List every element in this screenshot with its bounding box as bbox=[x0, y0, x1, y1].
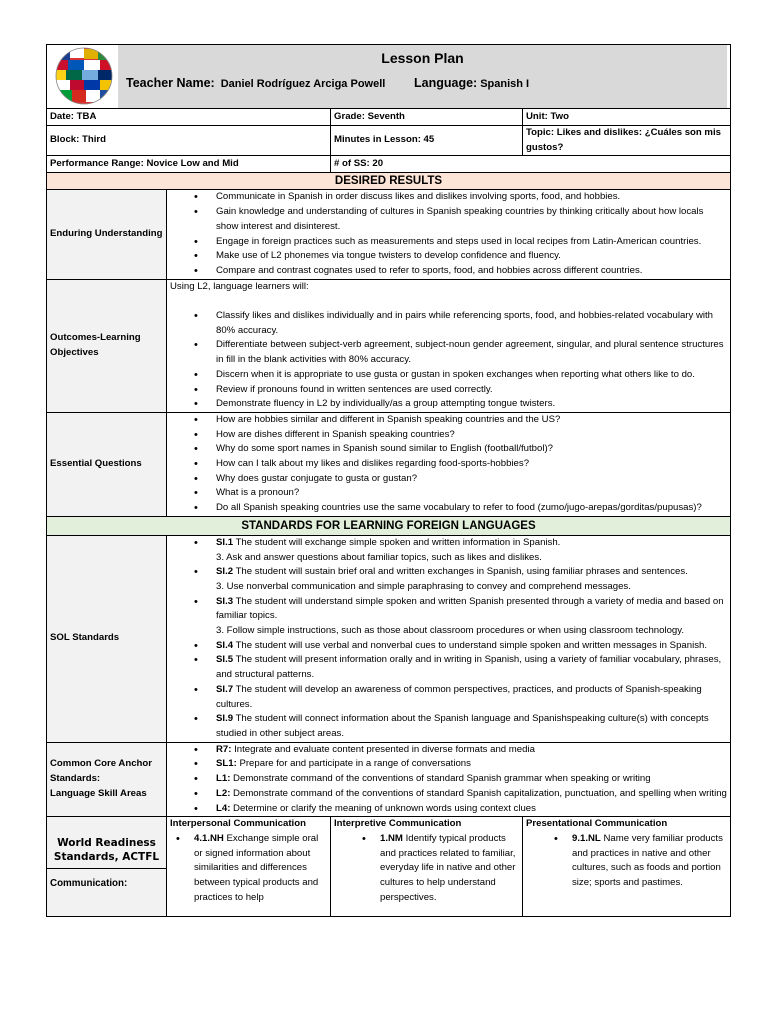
essential-question-item: • Why do some sport names in Spanish sound similar to English (football/futbol)? bbox=[216, 442, 727, 457]
outcomes-intro: Using L2, language learners will: bbox=[170, 280, 309, 292]
common-core-item: • L4: Determine or clarify the meaning of unknown words using context clues bbox=[216, 802, 727, 817]
info-row-2 bbox=[47, 126, 731, 156]
outcome-item: • Discern when it is appropriate to use gusta or gustan in spoken exchanges when reporting what others like to do. bbox=[216, 368, 727, 383]
sol-standard-item: • SI.3 The student will understand simple spoken and written Spanish presented through a variety of media and based on familiar topics. 3. Follow simple instructions, such as those about classroom procedures or when using classroom technology. bbox=[216, 595, 727, 639]
essential-questions-list bbox=[170, 413, 727, 516]
sol-standard-item-sub: 3. Use nonverbal communication and simple paraphrasing to convey and comprehend messages. bbox=[216, 580, 631, 592]
header-row bbox=[47, 45, 731, 109]
outcomes-list bbox=[170, 309, 727, 412]
ss-count-cell: # of SS: 20 bbox=[331, 156, 731, 173]
outcome-item: • Demonstrate fluency in L2 by individually/as a group attempting tongue twisters. bbox=[216, 397, 727, 412]
essential-row bbox=[47, 412, 731, 516]
essential-question-item: • Why does gustar conjugate to gusta or gustan? bbox=[216, 472, 727, 487]
sol-standard-item-sub: 3. Ask and answer questions about familiar topics, such as likes and dislikes. bbox=[216, 551, 542, 563]
date-cell: Date: TBA bbox=[47, 109, 331, 126]
outcome-item: • Review if pronouns found in written sentences are used correctly. bbox=[216, 383, 727, 398]
essential-question-item: • How can I talk about my likes and dislikes regarding food-sports-hobbies? bbox=[216, 457, 727, 472]
world-readiness-title: World Readiness Standards, ACTFL bbox=[47, 832, 166, 869]
language: Language: Spanish I bbox=[414, 76, 530, 90]
common-core-item: • L1: Demonstrate command of the conventions of standard Spanish grammar when speaking or writing bbox=[216, 772, 727, 787]
world-readiness-label bbox=[47, 817, 167, 916]
essential-question-item: • What is a pronoun? bbox=[216, 486, 727, 501]
performance-cell: Performance Range: Novice Low and Mid bbox=[47, 156, 331, 173]
sol-label: SOL Standards bbox=[47, 535, 167, 742]
unit-cell: Unit: Two bbox=[523, 109, 731, 126]
sol-standard-item: • SI.4 The student will use verbal and nonverbal cues to understand simple spoken and written messages in Spanish. bbox=[216, 639, 727, 654]
common-core-item: • SL1: Prepare for and participate in a range of conversations bbox=[216, 757, 727, 772]
common-core-row bbox=[47, 742, 731, 817]
interpersonal-cell: Interpersonal Communication • 4.1.NH Exchange simple oral or signed information about similarities and differences between typical products and practices to help bbox=[167, 817, 331, 916]
enduring-list bbox=[170, 190, 727, 278]
section-standards bbox=[47, 516, 731, 535]
interpersonal-item: • 4.1.NH Exchange simple oral or signed information about similarities and differences between typical products and practices to help bbox=[194, 832, 327, 906]
presentational-item: • 9.1.NL Name very familiar products and practices in native and other cultures, such as foods and portion size; sports and pastimes. bbox=[572, 832, 727, 891]
common-core-list bbox=[170, 743, 727, 817]
world-readiness-row bbox=[47, 817, 731, 916]
enduring-label: Enduring Understanding bbox=[47, 190, 167, 279]
topic-cell: Topic: Likes and dislikes: ¿Cuáles son mis gustos? bbox=[523, 126, 731, 156]
enduring-item: • Compare and contrast cognates used to refer to sports, food, and hobbies across different countries. bbox=[216, 264, 727, 279]
teacher-name: Teacher Name: Daniel Rodríguez Arciga Powell bbox=[126, 76, 386, 90]
header-band bbox=[118, 45, 727, 108]
sol-standard-item: • SI.5 The student will present information orally and in writing in Spanish, using a variety of familiar vocabulary, phrases, and structural patterns. bbox=[216, 653, 727, 682]
common-core-label: Common Core Anchor Standards: Language Skill Areas bbox=[47, 742, 167, 817]
essential-question-item: • How are hobbies similar and different in Spanish speaking countries and the US? bbox=[216, 413, 727, 428]
sol-standard-item: • SI.2 The student will sustain brief oral and written exchanges in Spanish, using familiar phrases and sentences. 3. Use nonverbal communication and simple paraphrasing to convey and comprehend messages. bbox=[216, 565, 727, 594]
interpretive-cell: Interpretive Communication • 1.NM Identify typical products and practices related to familiar, everyday life in native and other cultures to help understand perspectives. bbox=[331, 817, 523, 916]
sol-standard-item-sub: 3. Follow simple instructions, such as those about classroom procedures or when using classroom technology. bbox=[216, 625, 685, 637]
lesson-plan-table bbox=[46, 44, 731, 917]
flags-globe-icon bbox=[52, 46, 116, 106]
enduring-row bbox=[47, 190, 731, 279]
info-row-3 bbox=[47, 156, 731, 173]
sol-standard-item: • SI.1 The student will exchange simple spoken and written information in Spanish. 3. Ask and answer questions about familiar topics, such as likes and dislikes. bbox=[216, 536, 727, 565]
enduring-item: • Engage in foreign practices such as measurements and steps used in local recipes from Latin-American countries. bbox=[216, 235, 727, 250]
sol-standard-item: • SI.7 The student will develop an awareness of common perspectives, practices, and products of Spanish-speaking cultures. bbox=[216, 683, 727, 712]
minutes-cell: Minutes in Lesson: 45 bbox=[331, 126, 523, 156]
interpretive-item: • 1.NM Identify typical products and practices related to familiar, everyday life in native and other cultures to help understand perspectives. bbox=[380, 832, 519, 906]
essential-question-item: • Do all Spanish speaking countries use the same vocabulary to refer to food (zumo/jugo-arepas/gorditas/pupusas)? bbox=[216, 501, 727, 516]
info-row-1 bbox=[47, 109, 731, 126]
standards-heading: STANDARDS FOR LEARNING FOREIGN LANGUAGES bbox=[47, 516, 731, 535]
block-cell: Block: Third bbox=[47, 126, 331, 156]
outcomes-label: Outcomes-Learning Objectives bbox=[47, 279, 167, 412]
lesson-plan-document bbox=[46, 44, 730, 917]
essential-label: Essential Questions bbox=[47, 412, 167, 516]
outcome-item: • Classify likes and dislikes individually and in pairs while referencing sports, food, and hobbies-related vocabulary with 80% accuracy. bbox=[216, 309, 727, 338]
outcomes-row bbox=[47, 279, 731, 412]
outcome-item: • Differentiate between subject-verb agreement, subject-noun gender agreement, singular, and plural sentence structures in fill in the blank activities with 80% accuracy. bbox=[216, 338, 727, 367]
page-title: Lesson Plan bbox=[381, 50, 464, 66]
sol-standards-list bbox=[170, 536, 727, 742]
desired-results-heading: DESIRED RESULTS bbox=[47, 173, 731, 190]
sol-standard-item: • SI.9 The student will connect information about the Spanish language and Spanishspeaking culture(s) with concepts studied in other subject areas. bbox=[216, 712, 727, 741]
common-core-item: • R7: Integrate and evaluate content presented in diverse formats and media bbox=[216, 743, 727, 758]
communication-label: Communication: bbox=[50, 877, 128, 889]
enduring-item: • Make use of L2 phonemes via tongue twisters to develop confidence and fluency. bbox=[216, 249, 727, 264]
section-desired-results bbox=[47, 173, 731, 190]
presentational-cell: Presentational Communication • 9.1.NL Name very familiar products and practices in native and other cultures, such as foods and portion size; sports and pastimes. bbox=[523, 817, 731, 916]
common-core-item: • L2: Demonstrate command of the conventions of standard Spanish capitalization, punctuation, and spelling when writing bbox=[216, 787, 727, 802]
enduring-item: • Gain knowledge and understanding of cultures in Spanish speaking countries by thinking critically about how locals show interest and disinterest. bbox=[216, 205, 727, 234]
essential-question-item: • How are dishes different in Spanish speaking countries? bbox=[216, 428, 727, 443]
enduring-item: • Communicate in Spanish in order discuss likes and dislikes involving sports, food, and hobbies. bbox=[216, 190, 727, 205]
grade-cell: Grade: Seventh bbox=[331, 109, 523, 126]
sol-row bbox=[47, 535, 731, 742]
